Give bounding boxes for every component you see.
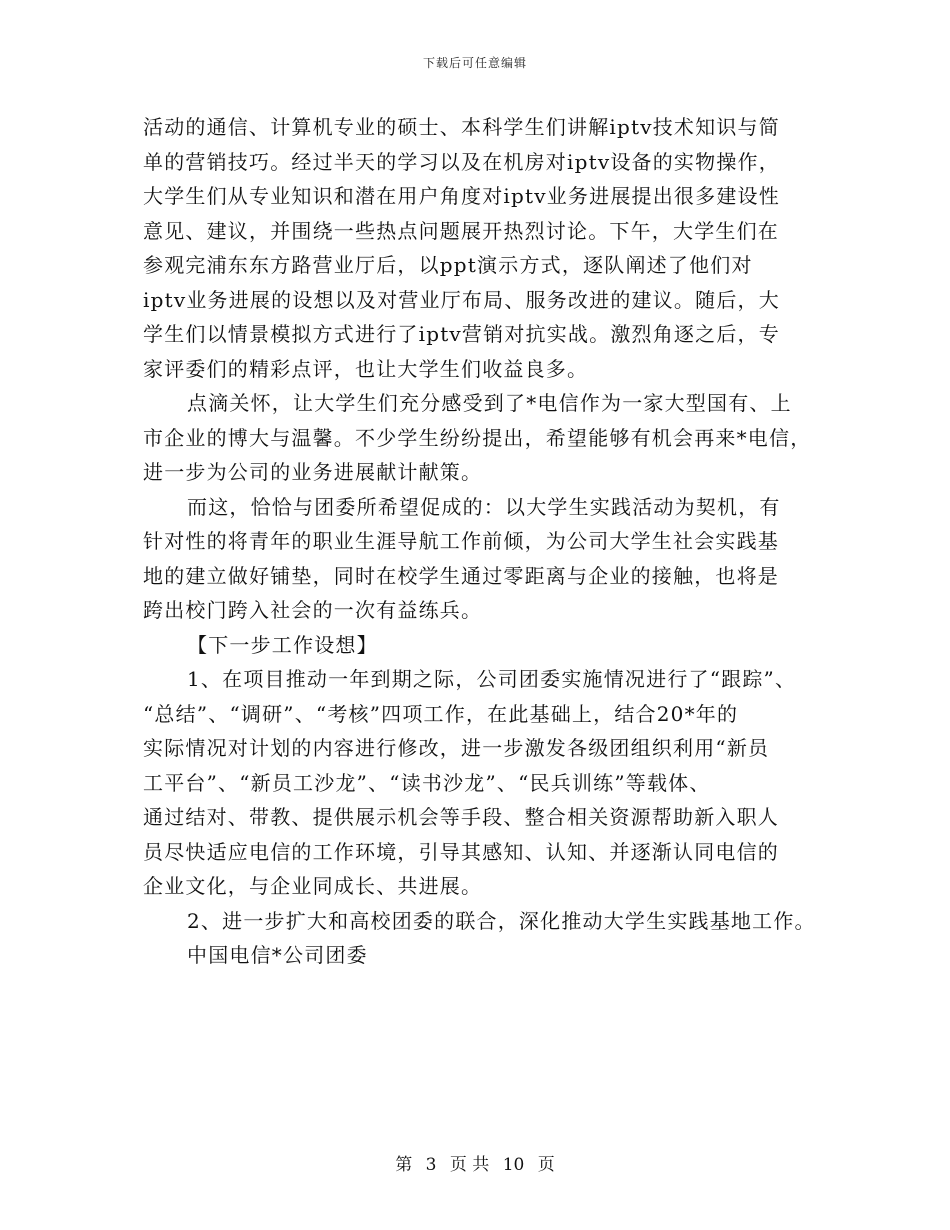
text-line: 跨出校门跨入社会的一次有益练兵。 — [143, 598, 483, 622]
text-line: “总结”、“调研”、“考核”四项工作，在此基础上，结合20*年的 — [143, 701, 739, 726]
text-line: 企业文化，与企业同成长、共进展。 — [143, 874, 483, 898]
text-line: 大学生们从专业知识和潜在用户角度对iptv业务进展提出很多建设性 — [143, 184, 780, 208]
text-line: 工平台”、“新员工沙龙”、“读书沙龙”、“民兵训练”等载体、 — [143, 770, 711, 795]
text-line: iptv业务进展的设想以及对营业厅布局、服务改进的建议。随后，大 — [143, 287, 780, 312]
footer-page-number: 3 — [425, 1155, 437, 1175]
footer-suffix: 页 — [537, 1155, 555, 1175]
text-line: 通过结对、带教、提供展示机会等手段、整合相关资源帮助新入职人 — [143, 805, 779, 829]
text-line: 【下一步工作设想】 — [187, 632, 378, 657]
text-line: 市企业的博大与温馨。不少学生纷纷提出，希望能够有机会再来*电信， — [143, 425, 812, 450]
text-line: 1、在项目推动一年到期之际，公司团委实施情况进行了“跟踪”、 — [187, 667, 797, 691]
text-line: 而这，恰恰与团委所希望促成的：以大学生实践活动为契机，有 — [187, 494, 781, 519]
text-line: 点滴关怀，让大学生们充分感受到了*电信作为一家大型国有、上 — [187, 391, 792, 415]
text-line: 地的建立做好铺垫，同时在校学生通过零距离与企业的接触，也将是 — [143, 563, 779, 588]
text-line: 实际情况对计划的内容进行修改，进一步激发各级团组织利用“新员 — [143, 736, 770, 760]
text-line: 参观完浦东东方路营业厅后，以ppt演示方式，逐队阐述了他们对 — [143, 253, 753, 277]
text-line: 针对性的将青年的职业生涯导航工作前倾，为公司大学生社会实践基 — [143, 529, 779, 553]
page-footer — [0, 1150, 950, 1175]
text-line: 员尽快适应电信的工作环境，引导其感知、认知、并逐渐认同电信的 — [143, 839, 779, 864]
document-body — [143, 110, 833, 973]
footer-prefix: 第 — [395, 1155, 413, 1175]
footer-middle: 页 共 — [449, 1155, 490, 1175]
header-note: 下载后可任意编辑 — [422, 56, 527, 70]
text-line: 2、进一步扩大和高校团委的联合，深化推动大学生实践基地工作。 — [187, 908, 816, 933]
text-line: 进一步为公司的业务进展献计献策。 — [143, 460, 483, 484]
text-line: 家评委们的精彩点评，也让大学生们收益良多。 — [143, 356, 589, 381]
text-line: 活动的通信、计算机专业的硕士、本科学生们讲解iptv技术知识与简 — [143, 115, 780, 139]
page-header — [0, 54, 950, 71]
text-line: 学生们以情景模拟方式进行了iptv营销对抗实战。激烈角逐之后，专 — [143, 322, 780, 346]
text-line: 中国电信*公司团委 — [187, 943, 368, 967]
footer-total-pages: 10 — [502, 1155, 525, 1175]
text-line: 单的营销技巧。经过半天的学习以及在机房对iptv设备的实物操作， — [143, 149, 780, 174]
text-line: 意见、建议，并围绕一些热点问题展开热烈讨论。下午，大学生们在 — [143, 218, 779, 243]
